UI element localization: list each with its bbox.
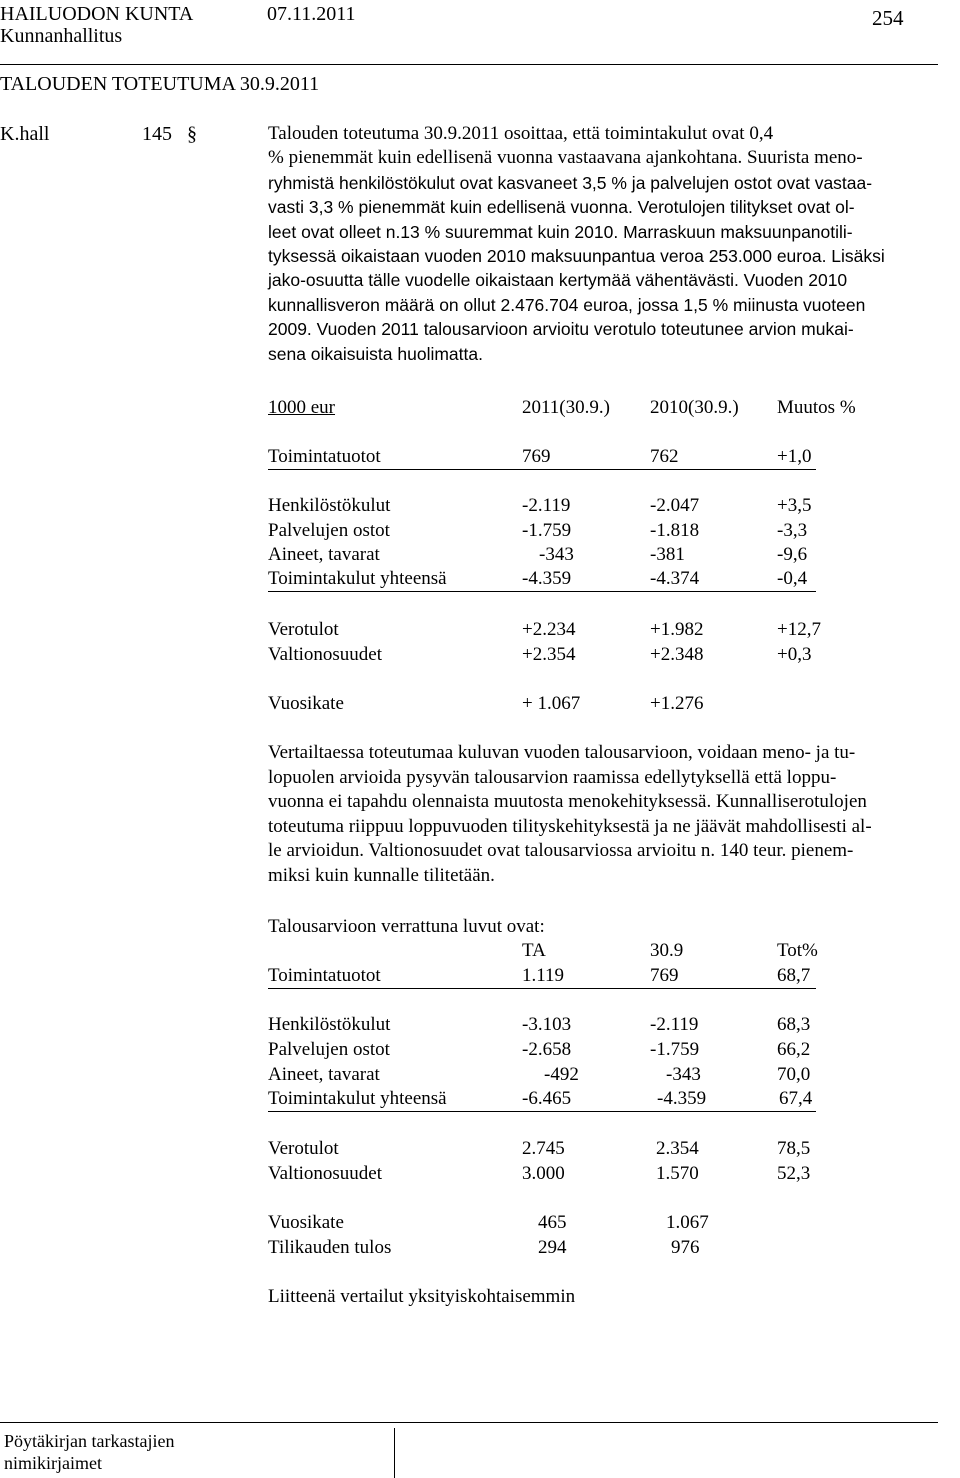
table1-header-row [268, 396, 868, 420]
row-value: -2.047 [650, 495, 700, 516]
table-row [268, 1087, 816, 1112]
paragraph-line: leet ovat olleet n.13 % suuremmat kuin 2010. Marraskuun maksuunpanotili- [268, 221, 853, 242]
table-row [268, 1063, 868, 1087]
row-value: +2.234 [522, 619, 576, 640]
row-label: Toimintatuotot [268, 446, 381, 467]
row-label: Palvelujen ostot [268, 1039, 390, 1060]
section-title: TALOUDEN TOTEUTUMA 30.9.2011 [0, 73, 320, 95]
table2-intro: Talousarvioon verrattuna luvut ovat: [268, 916, 545, 937]
row-value: -3,3 [777, 520, 808, 541]
header-rule [0, 64, 938, 65]
row-label: Toimintatuotot [268, 965, 381, 986]
row-label: Vuosikate [268, 1212, 344, 1233]
footer-line: Pöytäkirjan tarkastajien [4, 1431, 175, 1451]
row-value: -4.359 [522, 568, 572, 589]
row-value: 294 [538, 1237, 567, 1258]
row-label: Aineet, tavarat [268, 1064, 380, 1085]
paragraph-line: kunnallisveron määrä on ollut 2.476.704 euroa, jossa 1,5 % miinusta vuoteen [268, 294, 866, 315]
comparison-paragraph [268, 741, 958, 888]
row-value: +2.354 [522, 644, 576, 665]
row-label: Henkilöstökulut [268, 495, 391, 516]
row-value: 52,3 [777, 1163, 811, 1184]
row-label: Valtionosuudet [268, 1163, 382, 1184]
section-symbol: § [187, 123, 197, 145]
table-row [268, 1162, 868, 1186]
row-value: 1.067 [666, 1212, 709, 1233]
row-value: -4.359 [657, 1088, 707, 1109]
table2-header-row [268, 939, 868, 963]
summary-paragraph [268, 122, 958, 366]
row-value: 2.745 [522, 1138, 565, 1159]
row-label: Palvelujen ostot [268, 520, 390, 541]
table-row [268, 1013, 868, 1037]
row-value: +0,3 [777, 644, 812, 665]
row-value: +1.982 [650, 619, 704, 640]
table1-header-2010: 2010(30.9.) [650, 397, 739, 418]
row-label: Aineet, tavarat [268, 544, 380, 565]
row-value: 66,2 [777, 1039, 811, 1060]
row-value: -2.119 [522, 495, 571, 516]
table-row [268, 543, 816, 567]
row-label: Toimintakulut yhteensä [268, 1088, 447, 1109]
row-value: 68,7 [777, 965, 811, 986]
row-value: -343 [666, 1064, 701, 1085]
footer-signature-label [4, 1430, 174, 1474]
row-value: -1.759 [650, 1039, 700, 1060]
paragraph-line: sena oikaisuista huolimatta. [268, 343, 483, 364]
row-value: -381 [650, 544, 685, 565]
footer-divider [394, 1428, 397, 1478]
table-row [268, 964, 816, 989]
org-name: HAILUODON KUNTA [0, 3, 194, 25]
row-value: + 1.067 [522, 693, 581, 714]
row-value: -9,6 [777, 544, 808, 565]
paragraph-line: miksi kuin kunnalle tilitetään. [268, 864, 495, 886]
table1-header-change: Muutos % [777, 397, 856, 418]
row-label: Valtionosuudet [268, 644, 382, 665]
item-number: 145 [142, 123, 172, 145]
paragraph-line: le arvioidun. Valtionosuudet ovat talousarviossa arvioitu n. 140 teur. pienem- [268, 840, 854, 861]
table-row [268, 692, 868, 716]
row-value: 3.000 [522, 1163, 565, 1184]
table-row [268, 567, 816, 592]
row-value: -3.103 [522, 1014, 572, 1035]
paragraph-line: vuonna ei tapahdu olennaista muutosta menokehityksessä. Kunnalliserotulojen [268, 791, 867, 812]
row-value: -1.818 [650, 520, 700, 541]
row-label: Vuosikate [268, 693, 344, 714]
footer-line: nimikirjaimet [4, 1453, 102, 1473]
row-value: 976 [671, 1237, 700, 1258]
row-value: +1.276 [650, 693, 704, 714]
row-value: 68,3 [777, 1014, 811, 1035]
row-value: 465 [538, 1212, 567, 1233]
row-label: Verotulot [268, 619, 339, 640]
row-value: 769 [522, 446, 551, 467]
table-row [268, 519, 816, 543]
table1-header-unit: 1000 eur [268, 397, 336, 418]
row-value: 2.354 [656, 1138, 699, 1159]
row-value: 762 [650, 446, 679, 467]
page-number: 254 [872, 6, 904, 30]
table-row [268, 1137, 868, 1161]
paragraph-line: toteutuma riippuu loppuvuoden tilityskehityksestä ja ne jäävät mahdollisesti al- [268, 815, 872, 837]
row-value: +12,7 [777, 619, 821, 640]
table2-header-percent: Tot% [777, 940, 818, 961]
paragraph-line: Vertailtaessa toteutumaa kuluvan vuoden talousarvioon, voidaan meno- ja tu- [268, 742, 856, 763]
row-value: -6.465 [522, 1088, 572, 1109]
footer-rule [0, 1422, 938, 1423]
row-value: -4.374 [650, 568, 700, 589]
table1-header-2011: 2011(30.9.) [522, 397, 610, 418]
table-row [268, 1211, 868, 1235]
row-value: -2.119 [650, 1014, 699, 1035]
row-value: -1.759 [522, 520, 572, 541]
row-value: 67,4 [779, 1088, 813, 1109]
paragraph-line: Talouden toteutuma 30.9.2011 osoittaa, että toimintakulut ovat 0,4 [268, 123, 774, 144]
row-value: -2.658 [522, 1039, 572, 1060]
row-value: 70,0 [777, 1064, 811, 1085]
table-row [268, 1236, 868, 1260]
body-name: Kunnanhallitus [0, 25, 123, 47]
table-row [268, 445, 816, 470]
paragraph-line: % pienemmät kuin edellisenä vuonna vastaavana ajankohtana. Suurista meno- [268, 147, 863, 169]
row-label: Tilikauden tulos [268, 1237, 392, 1258]
row-value: 78,5 [777, 1138, 811, 1159]
item-ref: K.hall [0, 123, 50, 145]
row-value: +2.348 [650, 644, 704, 665]
row-value: 1.119 [522, 965, 565, 986]
paragraph-line: lopuolen arvioida pysyvän talousarvion raamissa edellytyksellä että loppu- [268, 766, 837, 788]
row-value: -0,4 [777, 568, 808, 589]
row-label: Verotulot [268, 1138, 339, 1159]
row-value: 769 [650, 965, 679, 986]
table-row [268, 494, 816, 518]
row-value: -492 [544, 1064, 579, 1085]
row-label: Toimintakulut yhteensä [268, 568, 447, 589]
paragraph-line: 2009. Vuoden 2011 talousarvioon arvioitu verotulo toteutunee arvion mukai- [268, 319, 854, 340]
row-value: 1.570 [656, 1163, 699, 1184]
paragraph-line: vasti 3,3 % pienemmät kuin edellisenä vuonna. Verotulojen tilitykset ovat ol- [268, 197, 855, 218]
closing-note: Liitteenä vertailut yksityiskohtaisemmin [268, 1286, 576, 1307]
paragraph-line: jako-osuutta tälle vuodelle oikaistaan kertymää vähentävästi. Vuoden 2010 [268, 270, 848, 291]
row-label: Henkilöstökulut [268, 1014, 391, 1035]
table2-header-actual: 30.9 [650, 940, 684, 961]
table-row [268, 643, 868, 667]
table-row [268, 1038, 868, 1062]
paragraph-line: ryhmistä henkilöstökulut ovat kasvaneet 3,5 % ja palvelujen ostot ovat vastaa- [268, 172, 873, 193]
table2-header-budget: TA [522, 940, 546, 961]
meeting-date: 07.11.2011 [267, 3, 356, 25]
row-value: +1,0 [777, 446, 812, 467]
row-value: +3,5 [777, 495, 812, 516]
table-row [268, 618, 868, 642]
paragraph-line: tyksessä oikaistaan vuoden 2010 maksuunpantua veroa 253.000 euroa. Lisäksi [268, 246, 885, 267]
row-value: -343 [539, 544, 574, 565]
